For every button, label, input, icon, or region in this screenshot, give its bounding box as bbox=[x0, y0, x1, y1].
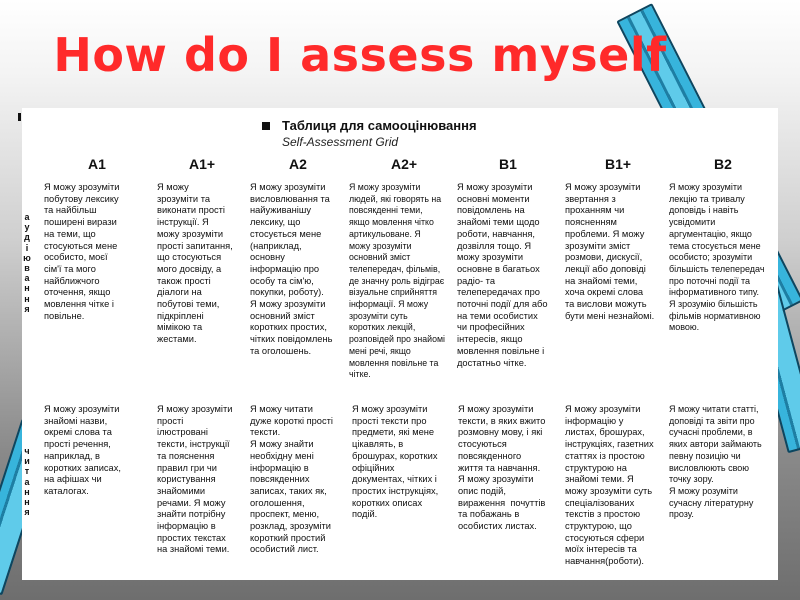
listening-cell-b1plus: Я можу зрозуміти звертання з проханням чи поясненням проблеми. Я можу зрозуміти зміст розмови, дискусії, лекції або доповіді на знайомі теми, хоча окремі слова та вислови можуть бути мені незнайомі. bbox=[565, 182, 655, 321]
reading-cell-a2plus: Я можу зрозуміти прості тексти про предмети, які мене цікавлять, в брошурах, коротких офіційних документах, чітких і простих інструкціях, коротких описах подій. bbox=[352, 404, 439, 520]
level-a1plus-heading: A1+ bbox=[188, 156, 216, 172]
level-a2-heading: A2 bbox=[289, 156, 307, 172]
listening-cell-b2: Я можу зрозуміти лекцію та тривалу доповідь і навіть усвідомити аргументацію, якщо тема стосується мене особисто; зрозуміти більшість телепередач про поточні події та інформативного типу. Я зрозумію більшість фільмів нормативною мовою. bbox=[669, 182, 765, 333]
grid-title-ukrainian: Таблиця для самооцінювання bbox=[282, 118, 477, 133]
level-a2plus-heading: A2+ bbox=[390, 156, 418, 172]
listening-cell-a1plus: Я можу зрозуміти та виконати прості інструкції. Я можу зрозуміти прості запитання, що стосуються мого досвіду, а також прості діалоги на побутові теми, підкріплені мімікою та жестами. bbox=[157, 182, 233, 345]
bullet-icon bbox=[262, 122, 270, 130]
level-b1-heading: B1 bbox=[499, 156, 517, 172]
grid-title-english: Self-Assessment Grid bbox=[282, 135, 399, 149]
reading-cell-a1: Я можу зрозуміти знайомі назви, окремі слова та прості речення, наприклад, в коротких записах, на афішах чи каталогах. bbox=[44, 404, 121, 496]
reading-cell-a2: Я можу читати дуже короткі прості тексти. Я можу знайти необхідну мені інформацію в повсякденних записах, таких як, оголошення, проспект, меню, розклад, зрозуміти короткий простий особистий лист. bbox=[250, 404, 333, 555]
level-b2-heading: B2 bbox=[714, 156, 732, 172]
row-label-reading: ч и т а н н я bbox=[24, 446, 30, 518]
scan-mark bbox=[18, 113, 21, 121]
reading-cell-b1plus: Я можу зрозуміти інформацію у листах, брошурах, інструкціях, газетних статтях із простою структурою на знайомі теми. Я можу зрозуміти суть спеціалізованих текстів з простою структурою, що стосуються сфери моїх інтересів та навчання(роботи). bbox=[565, 404, 654, 567]
level-a1-heading: A1 bbox=[88, 156, 106, 172]
reading-cell-b1: Я можу зрозуміти тексти, в яких вжито розмовну мову, і які стосуються повсякденного життя та навчання. Я можу зрозуміти опис подій, вираження почуттів та побажань в особистих листах. bbox=[458, 404, 546, 532]
level-b1plus-heading: B1+ bbox=[604, 156, 632, 172]
reading-cell-a1plus: Я можу зрозуміти прості ілюстровані тексти, інструкції та пояснення правил гри чи користування знайомими речами. Я можу знайти потрібну інформацію в простих текстах на знайомі теми. bbox=[157, 404, 233, 555]
listening-cell-a2: Я можу зрозуміти висловлювання та найуживанішу лексику, що стосується мене (наприклад, основну інформацію про особу та сім'ю, покупки, роботу). Я можу зрозуміти основний зміст коротких простих, чітких повідомлень та оголошень. bbox=[250, 182, 333, 356]
listening-cell-a1: Я можу зрозуміти побутову лексику та найбільш поширені вирази на теми, що стосуються мене особисто, моєї сім'ї та мого найближчого оточення, якщо мовлення чітке і повільне. bbox=[44, 182, 120, 321]
reading-cell-b2: Я можу читати статті, доповіді та звіти про сучасні проблеми, в яких автори займають певну позицію чи висловлюють свою точку зору. Я можу розуміти сучасну літературну прозу. bbox=[669, 404, 762, 520]
slide-title: How do I assess myself bbox=[53, 28, 667, 82]
listening-cell-b1: Я можу зрозуміти основні моменти повідомлень на знайомі теми щодо роботи, навчання, дозвілля тощо. Я можу зрозуміти основне в багатьох радіо- та телепередачах про поточні події для або на теми особистих чи професійних інтересів, якщо мовлення повільне і достатньо чітке. bbox=[457, 182, 548, 368]
listening-cell-a2plus: Я можу зрозуміти людей, які говорять на повсякденні теми, якщо мовлення чітко артикульоване. Я можу зрозуміти основний зміст телепередач, фільмів, де значну роль відіграє візуальне сприйняття інформації. Я можу зрозуміти суть коротких лекцій, розповідей про знайомі мені речі, якщо мовлення повільне та чітке. bbox=[349, 182, 445, 380]
row-label-listening: а у д і ю в а н н я bbox=[23, 212, 31, 314]
